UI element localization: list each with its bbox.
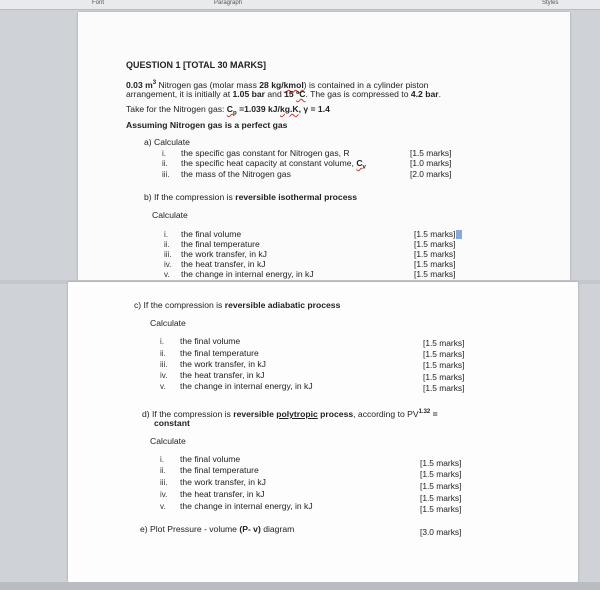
part-d-calculate: Calculate xyxy=(150,436,186,446)
part-d-marks-2: [1.5 marks] xyxy=(420,469,462,479)
part-c-item-4: the heat transfer, in kJ xyxy=(180,370,265,380)
part-c-item-5: the change in internal energy, in kJ xyxy=(180,381,313,391)
part-c-num-1: i. xyxy=(160,337,164,346)
part-b-marks-2: [1.5 marks] xyxy=(414,239,456,249)
part-b-num-1: i. xyxy=(164,230,168,239)
part-c-num-5: v. xyxy=(160,382,166,391)
part-a-marks-2: [1.0 marks] xyxy=(410,158,452,168)
part-d-marks-5: [1.5 marks] xyxy=(420,504,462,514)
part-d-label: d) If the compression is reversible polytropic process, according to $PV^{1.32}$ = xyxy=(142,408,438,419)
part-d-label-line2: constant xyxy=(154,418,190,428)
part-d-item-5: the change in internal energy, in kJ xyxy=(180,501,313,511)
part-a-marks-1: [1.5 marks] xyxy=(410,148,452,158)
text-cursor-highlight xyxy=(456,230,462,239)
part-b-item-2: the final temperature xyxy=(181,239,260,249)
part-a-num-1: i. xyxy=(162,149,166,158)
question-heading: QUESTION 1 [TOTAL 30 MARKS] xyxy=(126,60,267,70)
part-c-label: c) If the compression is reversible adiabatic process xyxy=(134,300,341,310)
part-d-num-2: ii. xyxy=(160,466,166,475)
part-b-item-5: the change in internal energy, in kJ xyxy=(181,269,314,279)
part-d-item-2: the final temperature xyxy=(180,465,259,475)
part-e-label: e) Plot Pressure - volume (P- v) diagram xyxy=(140,524,295,534)
part-c-marks-2: [1.5 marks] xyxy=(423,349,465,359)
part-c-item-2: the final temperature xyxy=(180,348,259,358)
part-b-num-3: iii. xyxy=(164,250,172,259)
intro-line-2: arrangement, it is initially at 1.05 bar and 15 ºC. The gas is compressed to 4.2 bar. xyxy=(126,89,441,99)
part-b-item-3: the work transfer, in kJ xyxy=(181,249,267,259)
part-a-num-2: ii. xyxy=(162,159,168,168)
intro-line-1: 0.03 $m^3$ Nitrogen gas (molar mass 28 kg/kmol) is contained in a cylinder piston xyxy=(126,79,429,90)
part-e-marks: [3.0 marks] xyxy=(420,527,462,537)
part-b-marks-5: [1.5 marks] xyxy=(414,269,456,279)
part-b-num-2: ii. xyxy=(164,240,170,249)
part-c-marks-1: [1.5 marks] xyxy=(423,338,465,348)
part-b-marks-3: [1.5 marks] xyxy=(414,249,456,259)
part-b-item-1: the final volume xyxy=(181,229,242,239)
assumption: Assuming Nitrogen gas is a perfect gas xyxy=(126,120,288,130)
part-d-item-4: the heat transfer, in kJ xyxy=(180,489,265,499)
ribbon-styles-label[interactable]: Styles xyxy=(542,0,559,6)
part-c-item-3: the work transfer, in kJ xyxy=(180,359,266,369)
part-d-marks-1: [1.5 marks] xyxy=(420,458,462,468)
word-ribbon xyxy=(0,0,600,10)
part-d-num-5: v. xyxy=(160,502,166,511)
part-b-num-5: v. xyxy=(164,270,170,279)
part-d-num-4: iv. xyxy=(160,490,168,499)
ribbon-paragraph-label[interactable]: Paragraph xyxy=(214,0,243,6)
part-a-item-3: the mass of the Nitrogen gas xyxy=(181,169,291,179)
part-c-marks-4: [1.5 marks] xyxy=(423,372,465,382)
part-d-marks-3: [1.5 marks] xyxy=(420,481,462,491)
part-d-item-3: the work transfer, in kJ xyxy=(180,477,266,487)
part-b-item-4: the heat transfer, in kJ xyxy=(181,259,266,269)
part-a-num-3: iii. xyxy=(162,170,170,179)
part-a-item-2: the specific heat capacity at constant volume, $C_v$ xyxy=(181,158,366,171)
part-a-item-1: the specific gas constant for Nitrogen gas, R xyxy=(181,148,350,158)
part-a-marks-3: [2.0 marks] xyxy=(410,169,452,179)
part-d-num-1: i. xyxy=(160,455,164,464)
properties-line: Take for the Nitrogen gas: $C_p =1.039$ kJ/kg.K, γ = 1.4 xyxy=(126,104,330,117)
part-c-marks-3: [1.5 marks] xyxy=(423,360,465,370)
part-c-num-3: iii. xyxy=(160,360,168,369)
document-page-bottom xyxy=(68,282,578,582)
part-c-num-2: ii. xyxy=(160,349,166,358)
part-c-item-1: the final volume xyxy=(180,336,241,346)
part-d-marks-4: [1.5 marks] xyxy=(420,493,462,503)
part-b-marks-1: [1.5 marks] xyxy=(414,229,462,240)
part-d-item-1: the final volume xyxy=(180,454,241,464)
document-page-top xyxy=(78,12,570,280)
part-a-label: a) Calculate xyxy=(144,137,190,147)
part-c-calculate: Calculate xyxy=(150,318,186,328)
part-b-calculate: Calculate xyxy=(152,210,188,220)
taskbar-strip xyxy=(0,582,600,590)
part-c-num-4: iv. xyxy=(160,371,168,380)
part-d-num-3: iii. xyxy=(160,478,168,487)
part-c-marks-5: [1.5 marks] xyxy=(423,383,465,393)
part-b-label: b) If the compression is reversible isothermal process xyxy=(144,192,358,202)
part-b-marks-4: [1.5 marks] xyxy=(414,259,456,269)
part-b-num-4: iv. xyxy=(164,260,172,269)
ribbon-font-label[interactable]: Font xyxy=(92,0,105,6)
